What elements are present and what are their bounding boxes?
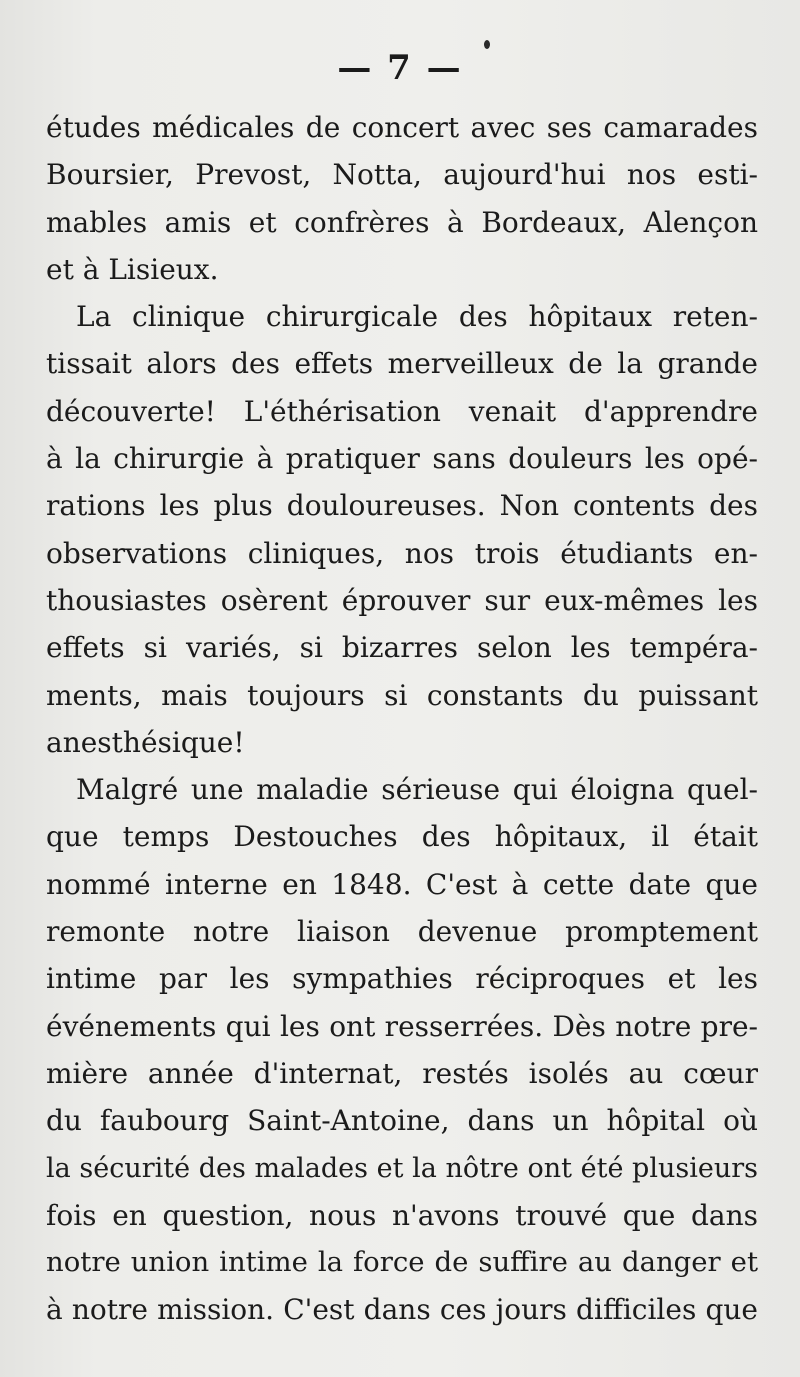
text-line: mables amis et confrères à Bordeaux, Alençon: [46, 205, 758, 239]
text-line: observations cliniques, nos trois étudiants en-: [46, 536, 758, 570]
text-line: que temps Destouches des hôpitaux, il était: [46, 820, 758, 854]
text-line: Malgré une maladie sérieuse qui éloigna quel-: [76, 773, 758, 807]
text-line: ments, mais toujours si constants du puissant: [46, 678, 758, 712]
text-line: anesthésique!: [46, 725, 245, 759]
text-line: mière année d'internat, restés isolés au cœur: [46, 1056, 758, 1090]
text-line: événements qui les ont resserrées. Dès notre pre-: [46, 1009, 758, 1043]
body-text: [46, 104, 758, 1334]
text-line: études médicales de concert avec ses camarades: [46, 111, 758, 144]
text-line: découverte! L'éthérisation venait d'apprendre: [46, 394, 758, 428]
text-line: la sécurité des malades et la nôtre ont été plusieurs: [46, 1152, 758, 1184]
text-line: à notre mission. C'est dans ces jours difficiles que: [46, 1293, 758, 1327]
text-line: intime par les sympathies réciproques et les: [46, 962, 758, 996]
text-line: à la chirurgie à pratiquer sans douleurs les opé-: [46, 442, 758, 476]
text-line: La clinique chirurgicale des hôpitaux reten-: [76, 300, 758, 334]
text-line: du faubourg Saint-Antoine, dans un hôpital où: [46, 1104, 758, 1138]
page-number: — 7 —: [337, 48, 463, 88]
text-line: Boursier, Prevost, Notta, aujourd'hui nos esti-: [46, 158, 758, 192]
text-line: thousiastes osèrent éprouver sur eux-mêmes les: [46, 583, 758, 617]
text-line: notre union intime la force de suffire au danger et: [46, 1246, 758, 1279]
text-line: rations les plus douloureuses. Non contents des: [46, 489, 758, 523]
text-line: nommé interne en 1848. C'est à cette date que: [46, 867, 758, 901]
text-line: effets si variés, si bizarres selon les tempéra-: [46, 631, 758, 665]
text-line: remonte notre liaison devenue promptement: [46, 915, 758, 949]
text-line: tissait alors des effets merveilleux de la grande: [46, 347, 758, 381]
text-line: fois en question, nous n'avons trouvé que dans: [46, 1198, 758, 1232]
text-line: et à Lisieux.: [46, 252, 219, 286]
